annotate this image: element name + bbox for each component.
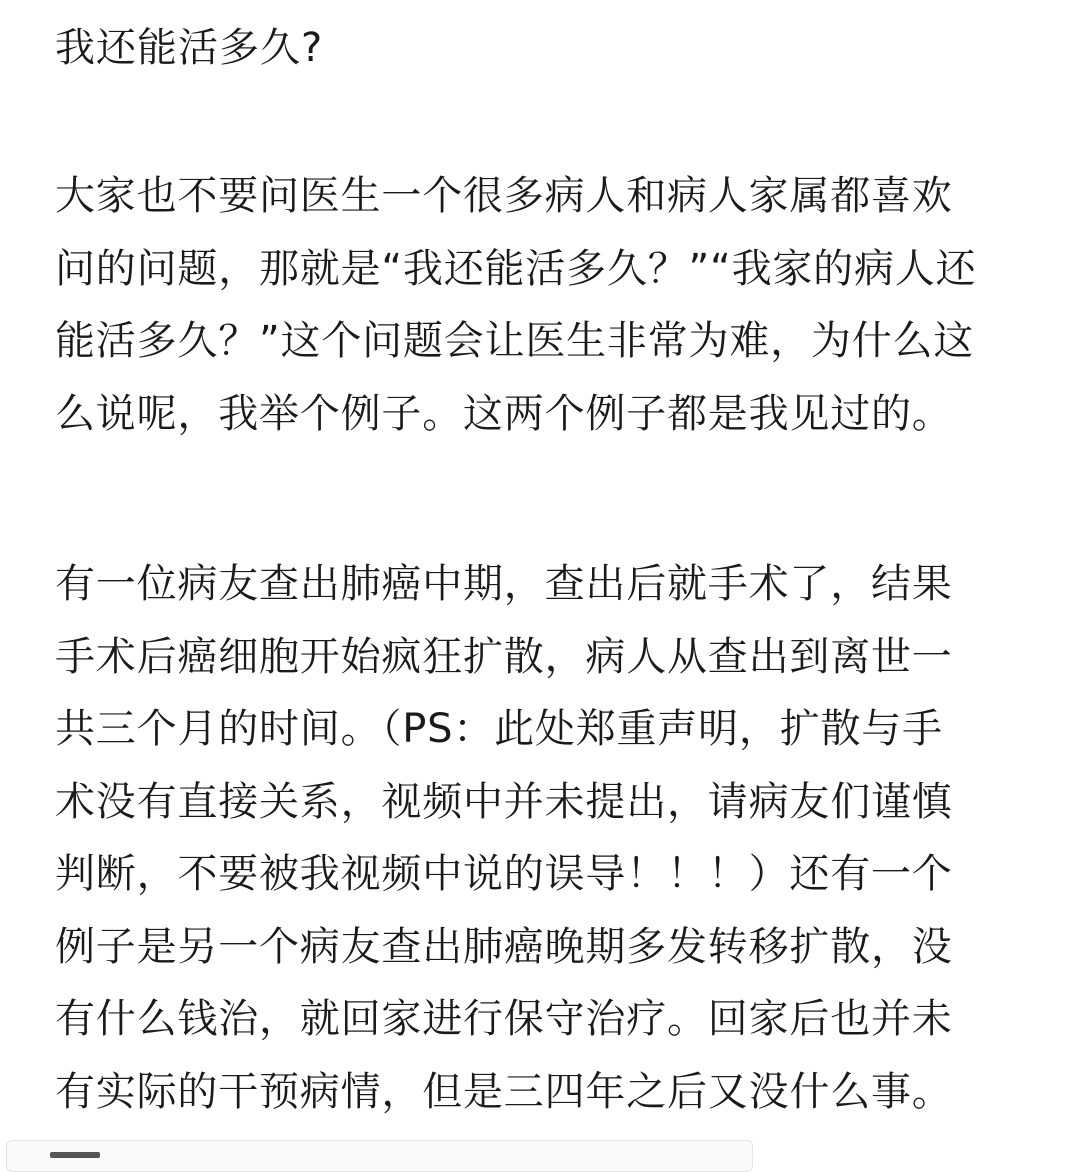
article-body — [55, 16, 1035, 1115]
paragraph-line: 么说呢，我举个例子。这两个例子都是我见过的。 — [55, 390, 953, 437]
article-heading: 我还能活多久? — [55, 25, 324, 71]
paragraph-line: 手术后癌细胞开始疯狂扩散，病人从查出到离世一 — [55, 633, 953, 680]
paragraph-line: 有实际的干预病情，但是三四年之后又没什么事。 — [55, 1068, 953, 1115]
paragraph-line: 问的问题，那就是“我还能活多久？”“我家的病人还 — [55, 245, 977, 292]
paragraph-line: 能活多久？”这个问题会让医生非常为难，为什么这 — [55, 318, 975, 364]
paragraph-line: 有什么钱治，就回家进行保守治疗。回家后也并未 — [55, 996, 953, 1042]
paragraph-line: 术没有直接关系，视频中并未提出，请病友们谨慎 — [55, 778, 953, 825]
toolbar-handle — [50, 1152, 100, 1158]
paragraph-line: 大家也不要问医生一个很多病人和病人家属都喜欢 — [55, 173, 953, 219]
paragraph-2 — [55, 548, 953, 1128]
paragraph-1 — [55, 160, 976, 450]
paragraph-line: 有一位病友查出肺癌中期，查出后就手术了，结果 — [55, 561, 953, 607]
paragraph-line: 共三个月的时间。（PS：此处郑重声明，扩散与手 — [55, 706, 943, 752]
paragraph-line: 例子是另一个病友查出肺癌晚期多发转移扩散，没 — [55, 923, 953, 970]
bottom-toolbar — [0, 1138, 1080, 1156]
comment-input[interactable] — [6, 1140, 753, 1172]
paragraph-line: 判断，不要被我视频中说的误导！！！）还有一个 — [55, 851, 953, 897]
